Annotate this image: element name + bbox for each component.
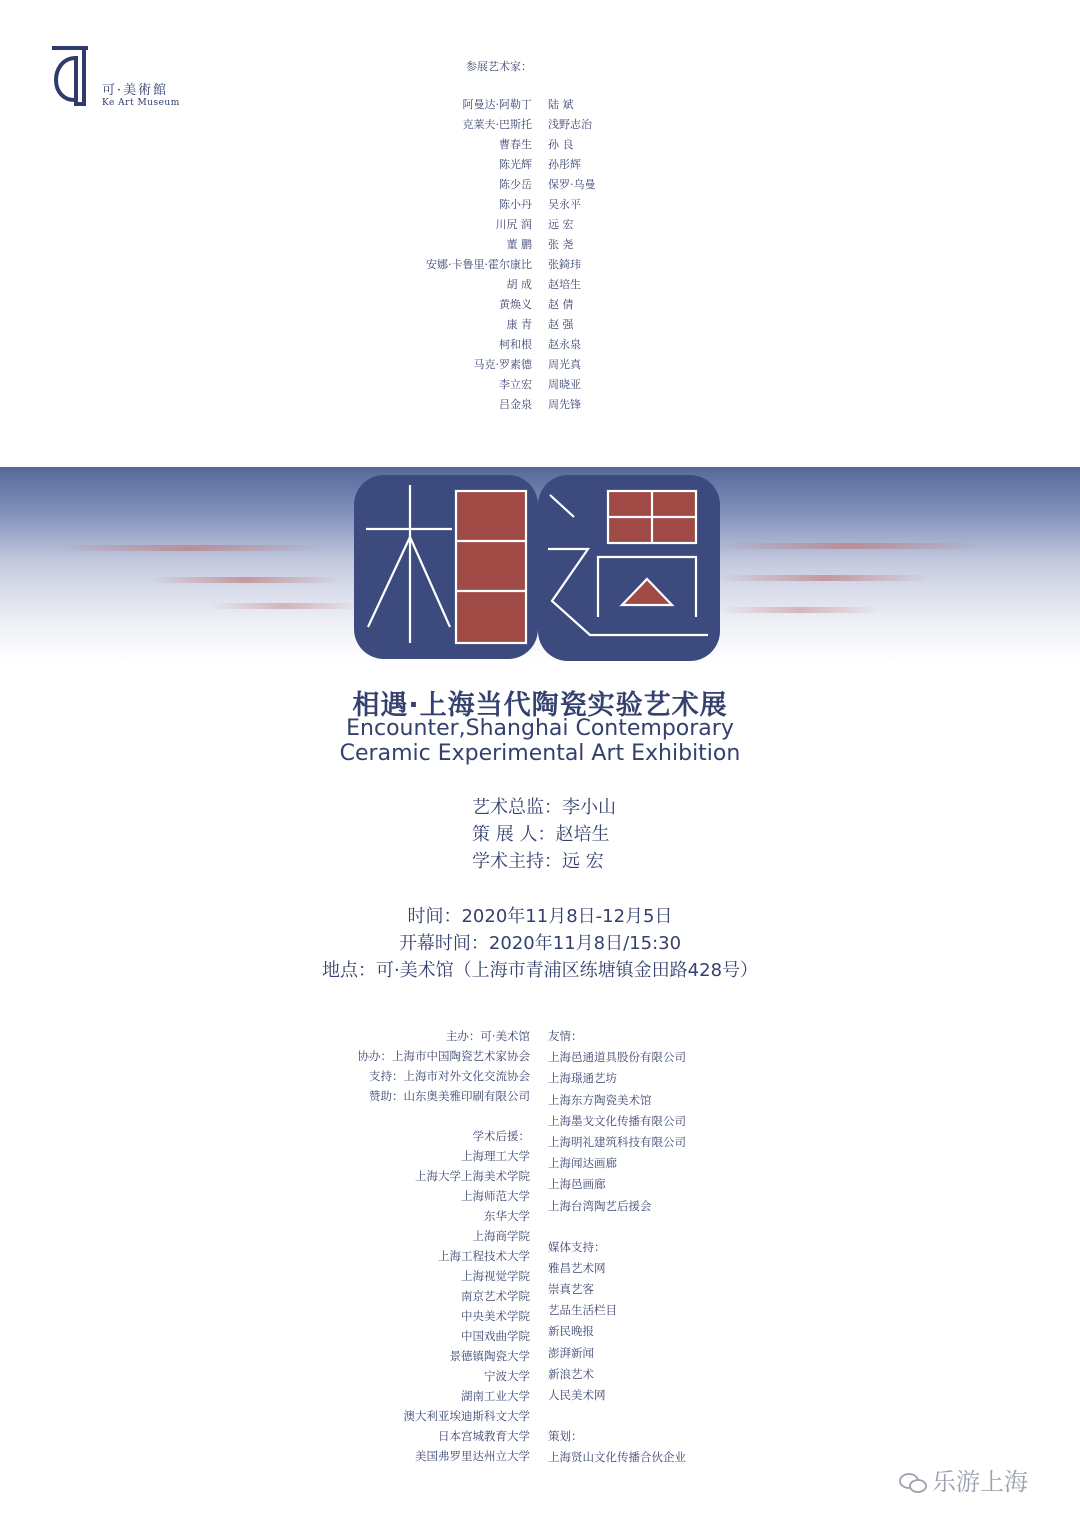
media-support-heading: 媒体支持：: [548, 1239, 606, 1254]
artist-row: [0, 336, 1080, 356]
academic-support-item: 景德镇陶瓷大学: [449, 1349, 530, 1363]
artist-name: 孙彤辉: [548, 158, 581, 171]
academic-support-item: 南京艺术学院: [461, 1289, 530, 1303]
credits: [472, 793, 616, 874]
spacer: [548, 1219, 686, 1239]
banner-streak: [60, 545, 320, 551]
logo-english-name: Ke Art Museum: [102, 98, 180, 108]
academic-support-heading: 学术后援：: [472, 1129, 530, 1143]
media-support-item: 人民美术网: [548, 1388, 606, 1402]
artist-name: 周先锋: [548, 398, 581, 411]
academic-support-item: 东华大学: [484, 1209, 530, 1223]
artist-row: [0, 356, 1080, 376]
media-support-item: 艺品生活栏目: [548, 1303, 617, 1318]
artist-name: 克莱夫·巴斯托: [462, 118, 532, 131]
artist-row: [0, 276, 1080, 296]
artist-name: 曹春生: [499, 138, 532, 151]
watermark: [898, 1462, 1028, 1497]
organizer-line: 赞助：山东奥美雅印刷有限公司: [369, 1089, 530, 1103]
academic-support-item: 美国弗罗里达州立大学: [415, 1449, 530, 1463]
academic-support-item: 上海视觉学院: [461, 1269, 530, 1283]
academic-support-item: 上海商学院: [472, 1229, 530, 1243]
credit-art-director: 艺术总监：李小山: [472, 797, 616, 818]
artist-name: 安娜·卡鲁里·霍尔康比: [426, 258, 532, 271]
artist-name: 张錡玮: [548, 258, 581, 271]
friendship-support-item: 上海璟通艺坊: [548, 1071, 617, 1086]
media-support-item: 新浪艺术: [548, 1366, 594, 1381]
artists-list: [0, 96, 1080, 416]
artist-name: 陈少岳: [499, 178, 532, 191]
artist-row: [0, 216, 1080, 236]
friendship-support-item: 上海明礼建筑科技有限公司: [548, 1134, 686, 1149]
exhibition-time-info: [0, 902, 1080, 983]
artist-row: [0, 256, 1080, 276]
artist-row: [0, 116, 1080, 136]
media-support-item: 新民晚报: [548, 1324, 594, 1339]
organizer-line: 主办：可·美术馆: [445, 1029, 530, 1043]
academic-support-item: 上海理工大学: [461, 1149, 530, 1163]
artist-name: 吕金泉: [499, 398, 532, 411]
spacer: [548, 1408, 686, 1428]
exhibition-title-chinese: 相遇·上海当代陶瓷实验艺术展: [352, 690, 728, 721]
academic-support-item: 宁波大学: [484, 1369, 530, 1383]
academic-support-item: 中央美术学院: [461, 1309, 530, 1323]
academic-support-item: 湖南工业大学: [461, 1389, 530, 1403]
artist-row: [0, 236, 1080, 256]
artist-name: 康 青: [506, 318, 532, 331]
artist-name: 保罗·乌曼: [548, 178, 596, 191]
title-characters-graphic: [352, 467, 724, 662]
media-support-item: 崇真艺客: [548, 1282, 594, 1297]
watermark-text: 乐游上海: [932, 1468, 1028, 1496]
artist-row: [0, 196, 1080, 216]
exhibition-title-english-line1: Encounter,Shanghai Contemporary: [346, 716, 734, 741]
friendship-support-item: 上海墨戈文化传播有限公司: [548, 1113, 686, 1128]
exhibition-dates: 时间：2020年11月8日-12月5日: [407, 906, 673, 927]
banner-streak: [720, 543, 980, 549]
artist-name: 陈光辉: [499, 158, 532, 171]
artist-name: 孙 良: [548, 138, 574, 151]
planning-heading: 策划：: [548, 1429, 583, 1444]
artist-name: 张 尧: [548, 238, 574, 251]
artist-name: 赵培生: [548, 278, 581, 291]
media-support-item: 雅昌艺术网: [548, 1260, 606, 1275]
spacer: [358, 1108, 531, 1128]
friendship-support-item: 上海台湾陶艺后援会: [548, 1198, 652, 1213]
artist-name: 赵永泉: [548, 338, 581, 351]
char-xiang-eye: [456, 491, 526, 643]
organizer-line: 支持：上海市对外文化交流协会: [369, 1069, 530, 1083]
artist-name: 黄焕义: [499, 298, 532, 311]
artist-row: [0, 376, 1080, 396]
academic-support-item: 上海师范大学: [461, 1189, 530, 1203]
opening-time: 开幕时间：2020年11月8日/15:30: [398, 933, 682, 954]
artist-name: 浅野志治: [548, 118, 592, 131]
academic-support-item: 上海工程技术大学: [438, 1249, 530, 1263]
artist-row: [0, 96, 1080, 116]
credit-curator: 策 展 人：赵培生: [472, 824, 610, 845]
artist-name: 董 鹏: [506, 238, 532, 251]
artist-name: 阿曼达·阿勒丁: [462, 98, 532, 111]
media-support-item: 澎湃新闻: [548, 1345, 594, 1360]
banner-streak: [210, 603, 360, 609]
friendship-support-item: 上海闻达画廊: [548, 1156, 617, 1171]
artist-name: 远 宏: [548, 218, 574, 231]
artist-name: 川尻 润: [495, 218, 532, 231]
artist-name: 马克·罗素德: [473, 358, 532, 371]
organizers-column: [358, 1028, 531, 1468]
planning-item: 上海贤山文化传播合伙企业: [548, 1450, 686, 1465]
venue-address: 地点：可·美术馆（上海市青浦区练塘镇金田路428号）: [321, 960, 759, 981]
artist-row: [0, 156, 1080, 176]
organizer-line: 协办：上海市中国陶瓷艺术家协会: [357, 1049, 530, 1063]
artist-name: 柯和根: [499, 338, 532, 351]
wechat-icon: [898, 1472, 928, 1494]
artist-name: 赵 强: [548, 318, 574, 331]
artist-name: 吴永平: [548, 198, 581, 211]
artist-row: [0, 316, 1080, 336]
artist-name: 周光真: [548, 358, 581, 371]
friendship-support-item: 上海邑画廊: [548, 1177, 606, 1192]
artist-name: 陆 斌: [548, 98, 574, 111]
artist-name: 李立宏: [499, 378, 532, 391]
academic-support-item: 上海大学上海美术学院: [415, 1169, 530, 1183]
artist-name: 赵 倩: [548, 298, 574, 311]
academic-support-item: 日本宫城教育大学: [438, 1429, 530, 1443]
artists-heading: 参展艺术家：: [466, 60, 532, 73]
credit-academic-host: 学术主持：远 宏: [472, 851, 604, 872]
artist-name: 胡 成: [506, 278, 532, 291]
friendship-support-heading: 友情：: [548, 1029, 583, 1043]
artist-row: [0, 296, 1080, 316]
logo-chinese-name: 可·美術館: [102, 83, 169, 98]
artist-name: 周晓亚: [548, 378, 581, 391]
supporters-column: [548, 1028, 686, 1471]
artist-name: 陈小丹: [499, 198, 532, 211]
artist-row: [0, 136, 1080, 156]
title-banner: [0, 467, 1080, 662]
friendship-support-item: 上海东方陶瓷美术馆: [548, 1092, 652, 1107]
exhibition-title-english-line2: Ceramic Experimental Art Exhibition: [339, 741, 741, 766]
academic-support-item: 澳大利亚埃迪斯科文大学: [403, 1409, 530, 1423]
banner-streak: [720, 607, 880, 613]
artist-row: [0, 396, 1080, 416]
academic-support-item: 中国戏曲学院: [461, 1329, 530, 1343]
banner-streak: [720, 575, 930, 581]
banner-streak: [150, 577, 340, 583]
friendship-support-item: 上海邑通道具股份有限公司: [548, 1050, 686, 1065]
artist-row: [0, 176, 1080, 196]
